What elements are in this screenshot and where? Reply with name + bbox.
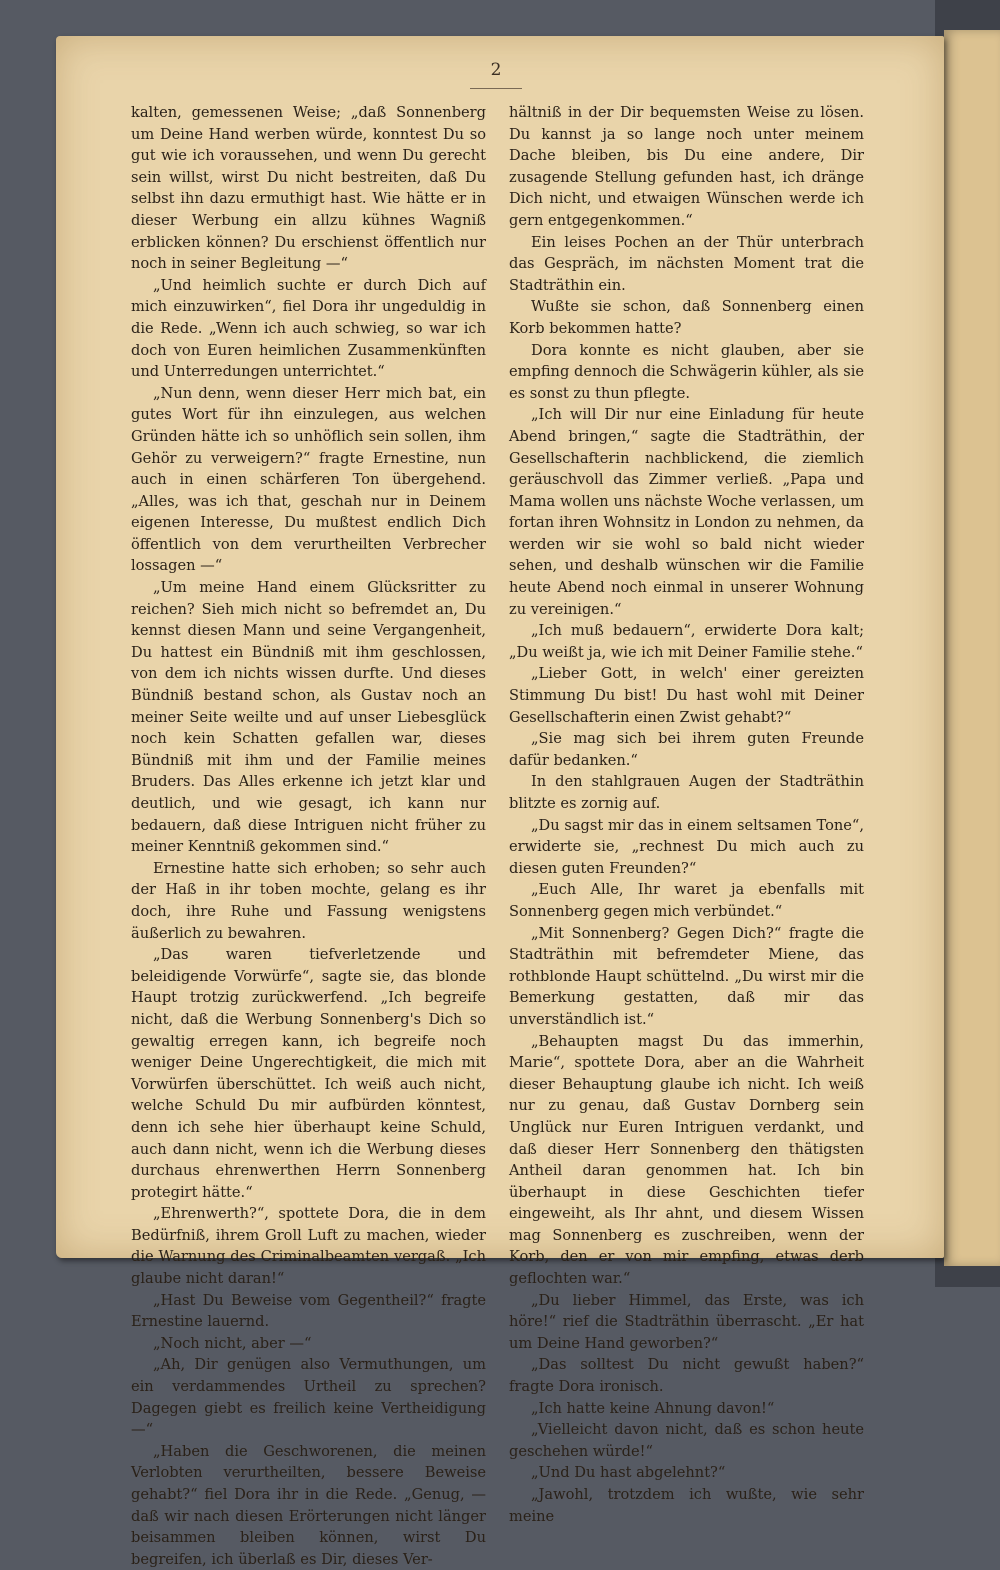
paragraph: „Lieber Gott, in welch' einer gereizten Stimmung Du bist! Du hast wohl mit Deiner Gesellschafterin einen Zwist gehabt?“ [509, 665, 864, 726]
paragraph: hältniß in der Dir bequemsten Weise zu lösen. Du kannst ja so lange noch unter meinem Dache bleiben, bis Du eine andere, Dir zusagende Stellung gefunden hast, ich dränge Dich nicht, und etwaigen Wünschen werde ich gern entgegenkommen.“ [509, 104, 864, 229]
right-text-column [509, 102, 864, 1527]
paragraph: kalten, gemessenen Weise; „daß Sonnenberg um Deine Hand werben würde, konntest Du so gut wie ich voraussehen, und wenn Du gerecht sein willst, wirst Du nicht bestreiten, daß Du selbst ihn dazu ermuthigt hast. Wie hätte er in dieser Werbung ein allzu kühnes Wagniß erblicken können? Du erschienst öffentlich nur noch in seiner Begleitung —“ [131, 104, 486, 273]
paragraph: „Hast Du Beweise vom Gegentheil?“ fragte Ernestine lauernd. [131, 1291, 486, 1331]
paragraph: „Ich will Dir nur eine Einladung für heute Abend bringen,“ sagte die Stadträthin, der Gesellschafterin nachblickend, die ziemlich geräuschvoll das Zimmer verließ. „Papa und Mama wollen uns nächste Woche verlassen, um fortan ihren Wohnsitz in London zu nehmen, da werden wir sie wohl so bald nicht wieder sehen, und deshalb wünschen wir die Familie heute Abend noch einmal in unserer Wohnung zu vereinigen.“ [509, 406, 864, 618]
paragraph: „Mit Sonnenberg? Gegen Dich?“ fragte die Stadträthin mit befremdeter Miene, das rothblonde Haupt schüttelnd. „Du wirst mir die Bemerkung gestatten, daß mir das unverständlich ist.“ [509, 924, 864, 1028]
adjacent-page-edge [944, 30, 1000, 1266]
paragraph: „Das waren tiefverletzende und beleidigende Vorwürfe“, sagte sie, das blonde Haupt trotzig zurückwerfend. „Ich begreife nicht, daß die Werbung Sonnenberg's Dich so gewaltig erregen kann, ich begreife noch weniger Deine Ungerechtigkeit, die mich mit Vorwürfen überschüttet. Ich weiß auch nicht, welche Schuld Du mir aufbürden könntest, denn ich sehe hier überhaupt keine Schuld, auch dann nicht, wenn ich die Werbung dieses durchaus ehrenwerthen Herrn Sonnenberg protegirt hätte.“ [131, 946, 486, 1201]
paragraph: Ein leises Pochen an der Thür unterbrach das Gespräch, im nächsten Moment trat die Stadträthin ein. [509, 233, 864, 294]
paragraph: „Ich hatte keine Ahnung davon!“ [531, 1399, 775, 1417]
paragraph: Ernestine hatte sich erhoben; so sehr auch der Haß in ihr toben mochte, gelang es ihr doch, ihre Ruhe und Fassung wenigstens äußerlich zu bewahren. [131, 859, 486, 942]
paragraph: „Nun denn, wenn dieser Herr mich bat, ein gutes Wort für ihn einzulegen, aus welchen Gründen hätte ich so unhöflich sein sollen, ihm Gehör zu verweigern?“ fragte Ernestine, nun auch in einen schärferen Ton übergehend. „Alles, was ich that, geschah nur in Deinem eigenen Interesse, Du mußtest endlich Dich öffentlich von dem verurtheilten Verbrecher lossagen —“ [131, 384, 486, 575]
paragraph: „Vielleicht davon nicht, daß es schon heute geschehen würde!“ [509, 1421, 864, 1460]
page-number: 2 [490, 60, 502, 80]
paragraph: „Und Du hast abgelehnt?“ [531, 1464, 726, 1482]
page-number-rule [470, 88, 522, 89]
paragraph: „Du lieber Himmel, das Erste, was ich höre!“ rief die Stadträthin überrascht. „Er hat um Deine Hand geworben?“ [509, 1291, 864, 1352]
paragraph: „Haben die Geschworenen, die meinen Verlobten verurtheilten, bessere Beweise gehabt?“ fiel Dora ihr in die Rede. „Genug, — daß wir nach diesen Erörterungen nicht länger beisammen bleiben können, wirst Du begreifen, ich überlaß es Dir, dieses Ver- [131, 1442, 486, 1568]
paragraph: „Noch nicht, aber —“ [153, 1334, 312, 1352]
paragraph: In den stahlgrauen Augen der Stadträthin blitzte es zornig auf. [509, 773, 864, 812]
paragraph: „Behaupten magst Du das immerhin, Marie“, spottete Dora, aber an die Wahrheit dieser Behauptung glaube ich nicht. Ich weiß nur zu genau, daß Gustav Dornberg sein Unglück nur Euren Intriguen verdankt, und daß dieser Herr Sonnenberg den thätigsten Antheil daran genommen hat. Ich bin überhaupt in diese Geschichten tiefer eingeweiht, als Ihr ahnt, und diesem Wissen mag Sonnenberg es zuschreiben, wenn der Korb, den er von mir empfing, etwas derb geflochten war.“ [509, 1032, 864, 1288]
paragraph: „Jawohl, trotzdem ich wußte, wie sehr meine [509, 1486, 864, 1525]
paragraph: Dora konnte es nicht glauben, aber sie empfing dennoch die Schwägerin kühler, als sie es sonst zu thun pflegte. [509, 341, 864, 402]
paragraph: „Um meine Hand einem Glücksritter zu reichen? Sieh mich nicht so befremdet an, Du kennst diesen Mann und seine Vergangenheit, Du hattest ein Bündniß mit ihm geschlossen, von dem ich nichts wissen durfte. Und dieses Bündniß bestand schon, als Gustav noch an meiner Seite weilte und auf unser Liebesglück noch kein Schatten gefallen war, dieses Bündniß mit ihm und der Familie meines Bruders. Das Alles erkenne ich jetzt klar und deutlich, und wie gesagt, ich kann nur bedauern, daß diese Intriguen nicht früher zu meiner Kenntniß gekommen sind.“ [131, 579, 486, 856]
paragraph: „Und heimlich suchte er durch Dich auf mich einzuwirken“, fiel Dora ihr ungeduldig in die Rede. „Wenn ich auch schwieg, so war ich doch von Euren heimlichen Zusammenkünften und Unterredungen unterrichtet.“ [131, 276, 486, 381]
paragraph: „Das solltest Du nicht gewußt haben?“ fragte Dora ironisch. [509, 1356, 864, 1396]
paragraph: „Ah, Dir genügen also Vermuthungen, um ein verdammendes Urtheil zu sprechen? Dagegen giebt es freilich keine Vertheidigung —“ [131, 1356, 486, 1439]
paragraph: „Euch Alle, Ihr waret ja ebenfalls mit Sonnenberg gegen mich verbündet.“ [509, 881, 864, 920]
paragraph: „Du sagst mir das in einem seltsamen Tone“, erwiderte sie, „rechnest Du mich auch zu diesen guten Freunden?“ [509, 816, 864, 877]
paragraph: „Sie mag sich bei ihrem guten Freunde dafür bedanken.“ [509, 730, 864, 769]
paragraph: Wußte sie schon, daß Sonnenberg einen Korb bekommen hatte? [509, 298, 864, 337]
paragraph: „Ich muß bedauern“, erwiderte Dora kalt; „Du weißt ja, wie ich mit Deiner Familie stehe.“ [509, 622, 864, 661]
paragraph: „Ehrenwerth?“, spottete Dora, die in dem Bedürfniß, ihrem Groll Luft zu machen, wieder die Warnung des Criminalbeamten vergaß. „Ich glaube nicht daran!“ [131, 1205, 486, 1288]
left-text-column [131, 102, 486, 1570]
